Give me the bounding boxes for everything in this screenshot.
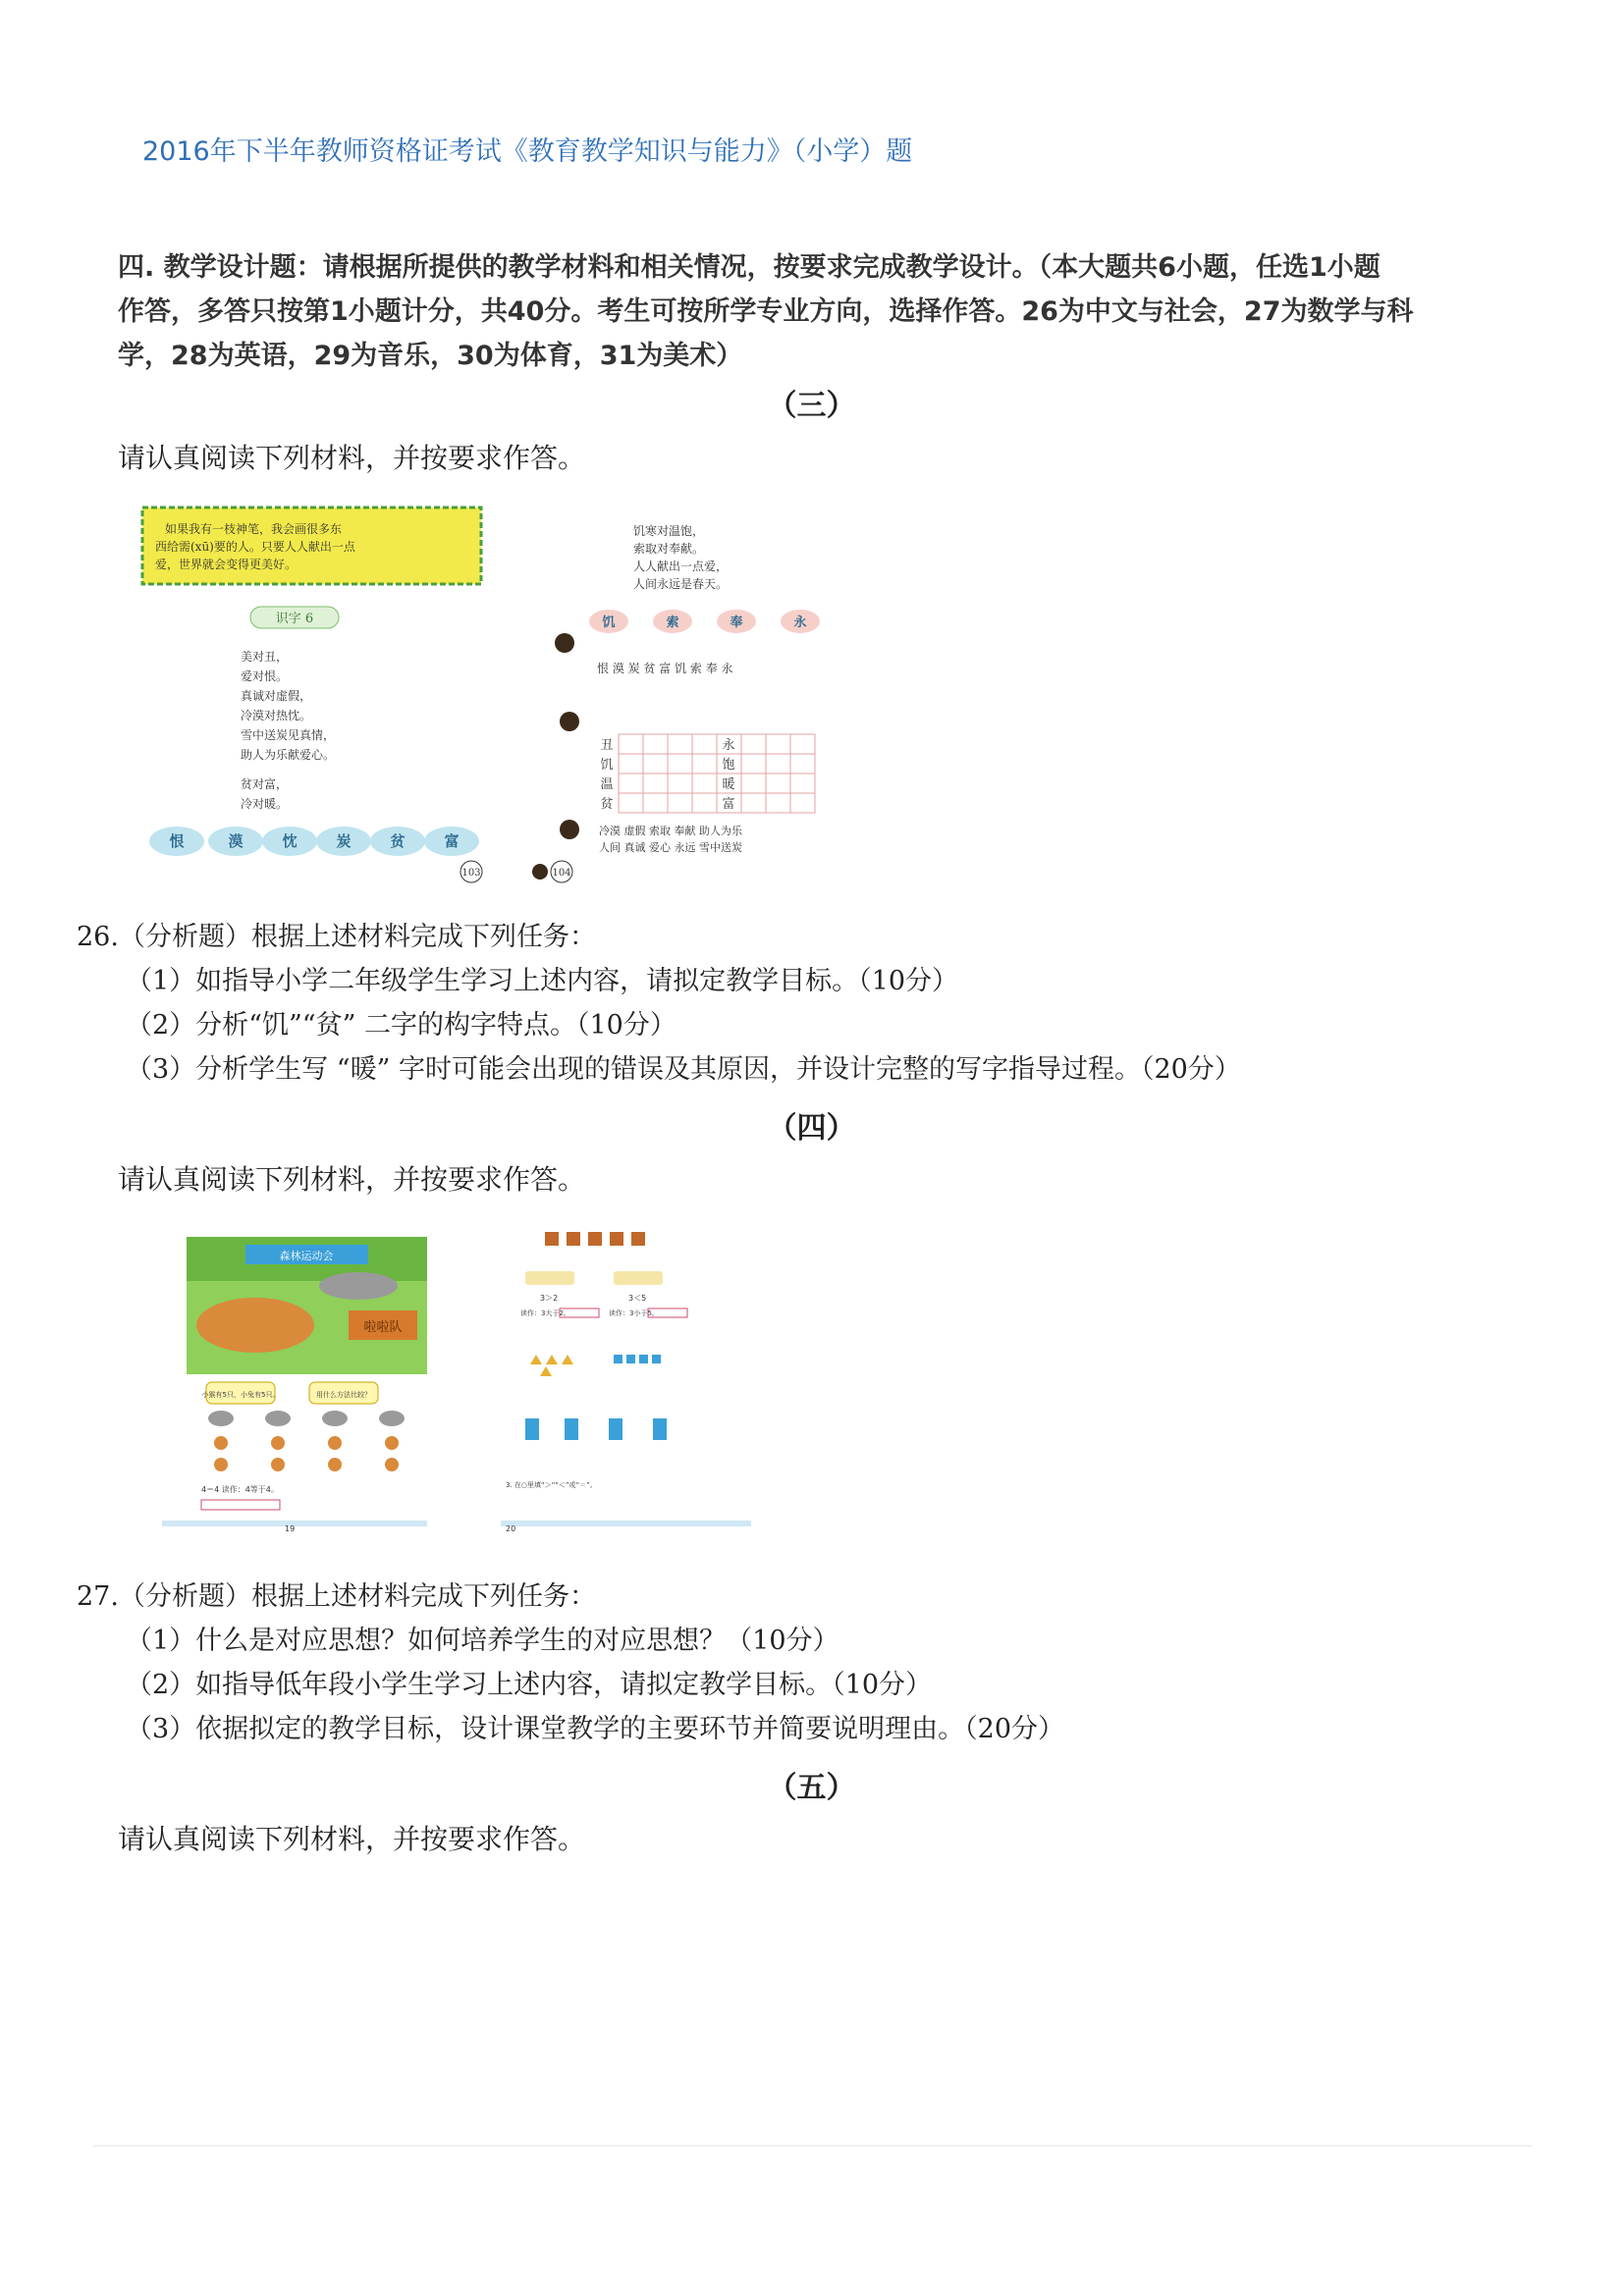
monkey-icon-4 xyxy=(385,1436,399,1450)
grid-right-char-1: 永 xyxy=(722,738,735,753)
question-26-task-2: （2）分析“饥”“贫” 二字的构字特点。（10分） xyxy=(126,1010,676,1041)
page-header-title: 2016年下半年教师资格证考试《教育教学知识与能力》（小学）题 xyxy=(142,136,913,167)
grid-left-char-1: 丑 xyxy=(600,738,614,753)
monkey-icon-7 xyxy=(328,1458,342,1471)
page-number-right-math: 20 xyxy=(506,1524,516,1533)
compare-lt: 3＜5 xyxy=(628,1294,647,1303)
words-row-1: 冷漠 虚假 索取 奉献 助人为乐 xyxy=(599,825,742,837)
leaf-right-char-2: 索 xyxy=(666,615,679,630)
monkey-icon-6 xyxy=(271,1458,285,1471)
textbook-image-literacy xyxy=(137,496,844,888)
fox-icon-5 xyxy=(631,1232,645,1246)
grid-right-char-3: 暖 xyxy=(722,777,735,792)
leaf-char-4: 炭 xyxy=(336,832,352,850)
abacus-icon-1 xyxy=(525,1418,539,1440)
forest-title: 森林运动会 xyxy=(279,1250,334,1262)
grid-left-char-4: 贫 xyxy=(600,797,614,812)
question-26: 26.（分析题）根据上述材料完成下列任务： xyxy=(77,922,596,952)
kid-icon-3 xyxy=(560,820,579,839)
triangle-icon-3 xyxy=(562,1355,573,1364)
rabbit-icon-1 xyxy=(208,1411,234,1426)
leaf-right-char-3: 奉 xyxy=(730,615,743,630)
grid-right-char-2: 饱 xyxy=(722,758,735,773)
banner-line-2: 西给需(xū)要的人。只要人人献出一点 xyxy=(155,540,355,554)
section-heading-5: （五） xyxy=(767,1771,856,1805)
leaf-char-6: 富 xyxy=(444,832,460,850)
read-instruction-5: 请认真阅读下列材料，并按要求作答。 xyxy=(118,1823,586,1855)
equation-equal: 4＝4 读作：4等于4。 xyxy=(201,1485,279,1494)
monkeys-group xyxy=(196,1298,314,1353)
textbook-image-math xyxy=(162,1217,790,1541)
poem-right-line-1: 饥寒对温饱， xyxy=(633,524,705,538)
grid-left-char-2: 饥 xyxy=(600,758,614,773)
monkey-icon-2 xyxy=(271,1436,285,1450)
banner-line-1: 如果我有一枝神笔，我会画很多东 xyxy=(165,522,343,536)
read-instruction-3: 请认真阅读下列材料，并按要求作答。 xyxy=(118,442,586,474)
poem-right-line-3: 人人献出一点爱， xyxy=(633,560,729,573)
abacus-icon-2 xyxy=(565,1418,578,1440)
practice-grid xyxy=(619,734,815,813)
monkey-icon-5 xyxy=(214,1458,228,1471)
question-26-task-3: （3）分析学生写 “暖” 字时可能会出现的错误及其原因，并设计完整的写字指导过程。（20分） xyxy=(126,1054,1241,1085)
write-box-left xyxy=(201,1500,280,1510)
question-27-task-3: （3）依据拟定的教学目标，设计课堂教学的主要环节并简要说明理由。（20分） xyxy=(126,1714,1065,1744)
abacus-icon-3 xyxy=(609,1418,622,1440)
triangle-icon-1 xyxy=(530,1355,542,1364)
triangle-icon-4 xyxy=(540,1366,552,1376)
square-icon-3 xyxy=(639,1355,648,1363)
rabbits-group xyxy=(319,1272,398,1300)
question-27: 27.（分析题）根据上述材料完成下列任务： xyxy=(77,1581,596,1612)
fox-icon-1 xyxy=(545,1232,559,1246)
kid-icon-4 xyxy=(532,864,548,880)
fox-icon-4 xyxy=(610,1232,623,1246)
leaf-char-3: 忱 xyxy=(282,832,298,850)
leaf-char-5: 贫 xyxy=(390,832,406,850)
leaf-char-1: 恨 xyxy=(169,832,185,850)
leaf-char-2: 漠 xyxy=(228,832,243,850)
read-gt: 读作：3大于2。 xyxy=(520,1309,570,1317)
section-instruction xyxy=(118,245,1492,378)
leaf-right-char-4: 永 xyxy=(793,615,807,630)
read-instruction-4: 请认真阅读下列材料，并按要求作答。 xyxy=(118,1163,586,1196)
poem-left-line-6: 助人为乐献爱心。 xyxy=(241,748,336,762)
bubble-2-text: 用什么方法比较？ xyxy=(316,1391,371,1399)
compare-card-left xyxy=(525,1271,574,1285)
read-lt: 读作：3小于5。 xyxy=(609,1309,659,1317)
monkey-icon-1 xyxy=(214,1436,228,1450)
compare-card-right xyxy=(614,1271,663,1285)
poem-left-line-5: 雪中送炭见真情， xyxy=(241,728,336,742)
fox-icon-2 xyxy=(567,1232,580,1246)
char-row: 恨 漠 炭 贫 富 饥 索 奉 永 xyxy=(597,662,733,675)
lesson-title: 识字 6 xyxy=(275,612,314,626)
bubble-1-text: 小猴有5只，小兔有5只。 xyxy=(201,1391,280,1399)
poem-left-line-2: 爱对恨。 xyxy=(241,669,289,683)
question-27-task-2: （2）如指导低年段小学生学习上述内容，请拟定教学目标。（10分） xyxy=(126,1670,933,1700)
grid-right-char-4: 富 xyxy=(722,797,735,812)
banner-line-3: 爱，世界就会变得更美好。 xyxy=(155,558,298,571)
poem-left-line-8: 贫对富， xyxy=(241,777,289,791)
leaf-right-char-1: 饥 xyxy=(602,615,616,630)
question-27-task-1: （1）什么是对应思想？如何培养学生的对应思想？（10分） xyxy=(126,1626,839,1656)
instruction-line-1: 四. 教学设计题：请根据所提供的教学材料和相关情况，按要求完成教学设计。（本大题共6小题，任选1小题 xyxy=(118,252,1380,283)
monkey-icon-3 xyxy=(328,1436,342,1450)
page-number-left: 103 xyxy=(461,868,481,879)
square-icon-2 xyxy=(626,1355,635,1363)
square-icon-1 xyxy=(614,1355,622,1363)
instruction-line-3: 学，28为英语，29为音乐，30为体育，31为美术） xyxy=(118,341,743,371)
kid-icon-2 xyxy=(560,712,579,731)
monkey-icon-8 xyxy=(385,1458,399,1471)
poem-left-line-3: 真诚对虚假， xyxy=(241,689,312,703)
triangle-icon-2 xyxy=(546,1355,558,1364)
instruction-line-2: 作答，多答只按第1小题计分，共40分。考生可按所学专业方向，选择作答。26为中文与社会，27为数学与科 xyxy=(118,296,1414,327)
rabbit-icon-4 xyxy=(379,1411,405,1426)
words-row-2: 人间 真诚 爱心 永远 雪中送炭 xyxy=(599,841,742,854)
page-number-left-math: 19 xyxy=(285,1524,296,1533)
exercise-3: 3. 在○里填“＞”“＜”或“＝”。 xyxy=(506,1481,597,1489)
abacus-icon-4 xyxy=(653,1418,667,1440)
footer-divider xyxy=(93,2145,1532,2147)
poem-left-line-9: 冷对暖。 xyxy=(241,797,289,811)
rabbit-icon-3 xyxy=(322,1411,348,1426)
poem-right-line-2: 索取对奉献。 xyxy=(633,542,705,556)
cheer-sign-text: 啦啦队 xyxy=(363,1320,403,1335)
section-heading-4: （四） xyxy=(767,1111,856,1146)
compare-gt: 3＞2 xyxy=(540,1294,559,1303)
page-number-right: 104 xyxy=(552,868,571,879)
kid-icon-1 xyxy=(555,633,574,653)
question-26-task-1: （1）如指导小学二年级学生学习上述内容，请拟定教学目标。（10分） xyxy=(126,966,959,996)
poem-right-line-4: 人间永远是春天。 xyxy=(633,577,729,591)
poem-left-line-4: 冷漠对热忱。 xyxy=(241,709,312,722)
poem-left-line-1: 美对丑， xyxy=(241,650,289,664)
section-heading-3: （三） xyxy=(767,389,856,423)
grid-left-char-3: 温 xyxy=(600,777,614,792)
fox-icon-3 xyxy=(588,1232,602,1246)
rabbit-icon-2 xyxy=(265,1411,291,1426)
square-icon-4 xyxy=(652,1355,661,1363)
